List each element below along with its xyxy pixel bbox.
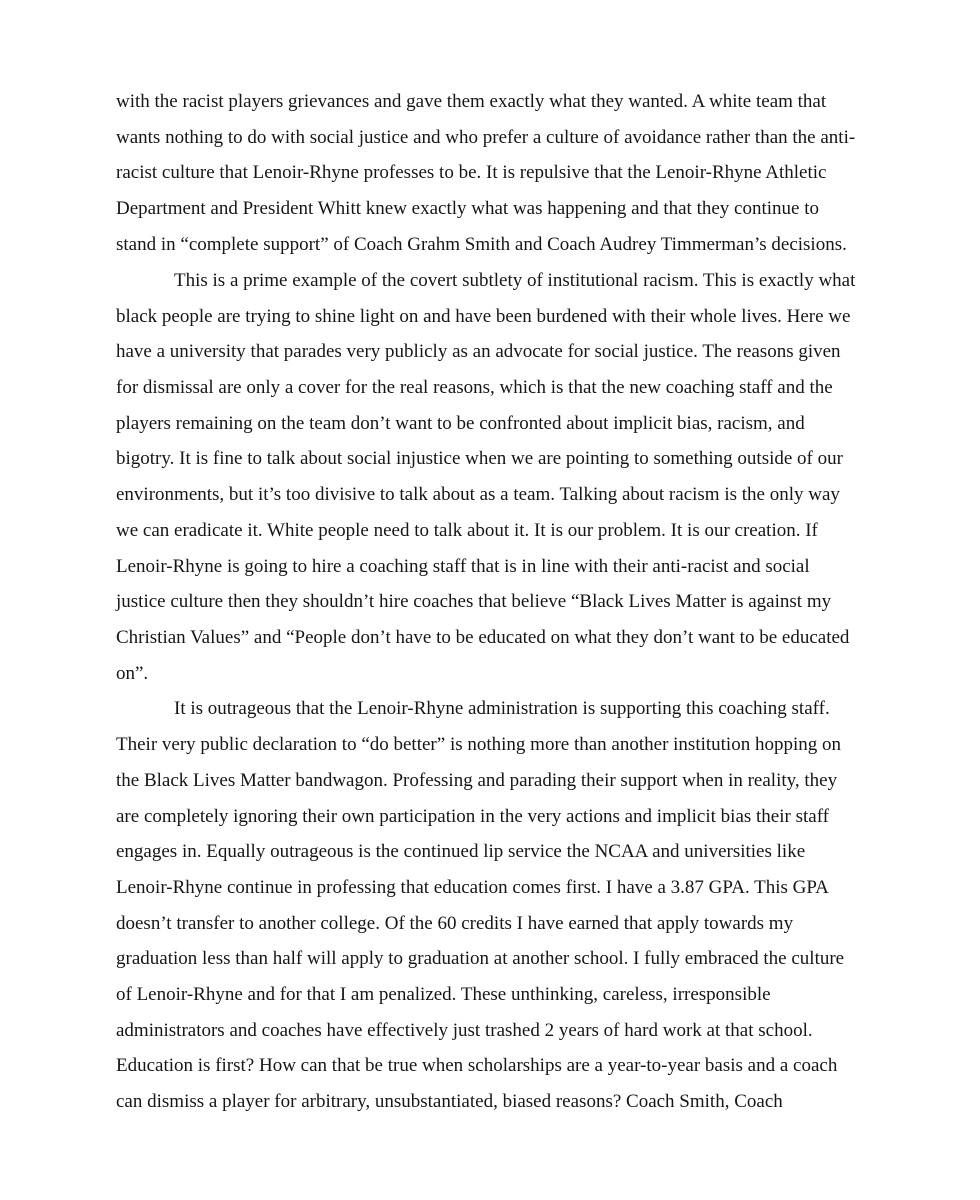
text-line: doesn’t transfer to another college. Of the 60 credits I have earned that apply towards my (116, 913, 794, 934)
text-line: Department and President Whitt knew exactly what was happening and that they continue to (116, 198, 819, 219)
text-line: black people are trying to shine light on and have been burdened with their whole lives. Here we (116, 306, 851, 327)
text-line: with the racist players grievances and gave them exactly what they wanted. A white team that (116, 91, 827, 112)
text-line: Education is first? How can that be true when scholarships are a year-to-year basis and a coach (116, 1055, 838, 1076)
text-line: environments, but it’s too divisive to talk about as a team. Talking about racism is the only way (116, 484, 840, 505)
text-line: have a university that parades very publicly as an advocate for social justice. The reasons given (116, 341, 841, 362)
text-line: stand in “complete support” of Coach Grahm Smith and Coach Audrey Timmerman’s decisions. (116, 234, 847, 255)
text-line: players remaining on the team don’t want to be confronted about implicit bias, racism, and (116, 413, 805, 434)
text-line: bigotry. It is fine to talk about social injustice when we are pointing to something outside of our (116, 448, 843, 469)
text-line: are completely ignoring their own participation in the very actions and implicit bias their staff (116, 806, 830, 827)
text-line: graduation less than half will apply to graduation at another school. I fully embraced the culture (116, 948, 845, 969)
text-line: administrators and coaches have effectively just trashed 2 years of hard work at that school. (116, 1020, 813, 1041)
paragraph-first-line: It is outrageous that the Lenoir-Rhyne administration is supporting this coaching staff. (174, 698, 830, 719)
paragraph-first-line: This is a prime example of the covert subtlety of institutional racism. This is exactly what (174, 270, 856, 291)
text-line: Lenoir-Rhyne continue in professing that education comes first. I have a 3.87 GPA. This GPA (116, 877, 829, 898)
text-line: of Lenoir-Rhyne and for that I am penalized. These unthinking, careless, irresponsible (116, 984, 771, 1005)
text-line: wants nothing to do with social justice and who prefer a culture of avoidance rather than the anti- (116, 127, 856, 148)
text-line: for dismissal are only a cover for the real reasons, which is that the new coaching staff and the (116, 377, 833, 398)
text-line: on”. (116, 663, 149, 684)
text-line: justice culture then they shouldn’t hire coaches that believe “Black Lives Matter is against my (116, 591, 832, 612)
text-line: the Black Lives Matter bandwagon. Professing and parading their support when in reality, they (116, 770, 838, 791)
text-line: Lenoir-Rhyne is going to hire a coaching staff that is in line with their anti-racist and social (116, 556, 810, 577)
text-line: engages in. Equally outrageous is the continued lip service the NCAA and universities like (116, 841, 806, 862)
text-line: can dismiss a player for arbitrary, unsubstantiated, biased reasons? Coach Smith, Coach (116, 1091, 783, 1112)
text-line: Their very public declaration to “do better” is nothing more than another institution hopping on (116, 734, 841, 755)
text-line: racist culture that Lenoir-Rhyne professes to be. It is repulsive that the Lenoir-Rhyne Athletic (116, 162, 827, 183)
text-line: Christian Values” and “People don’t have to be educated on what they don’t want to be educated (116, 627, 850, 648)
text-line: we can eradicate it. White people need to talk about it. It is our problem. It is our creation. If (116, 520, 818, 541)
